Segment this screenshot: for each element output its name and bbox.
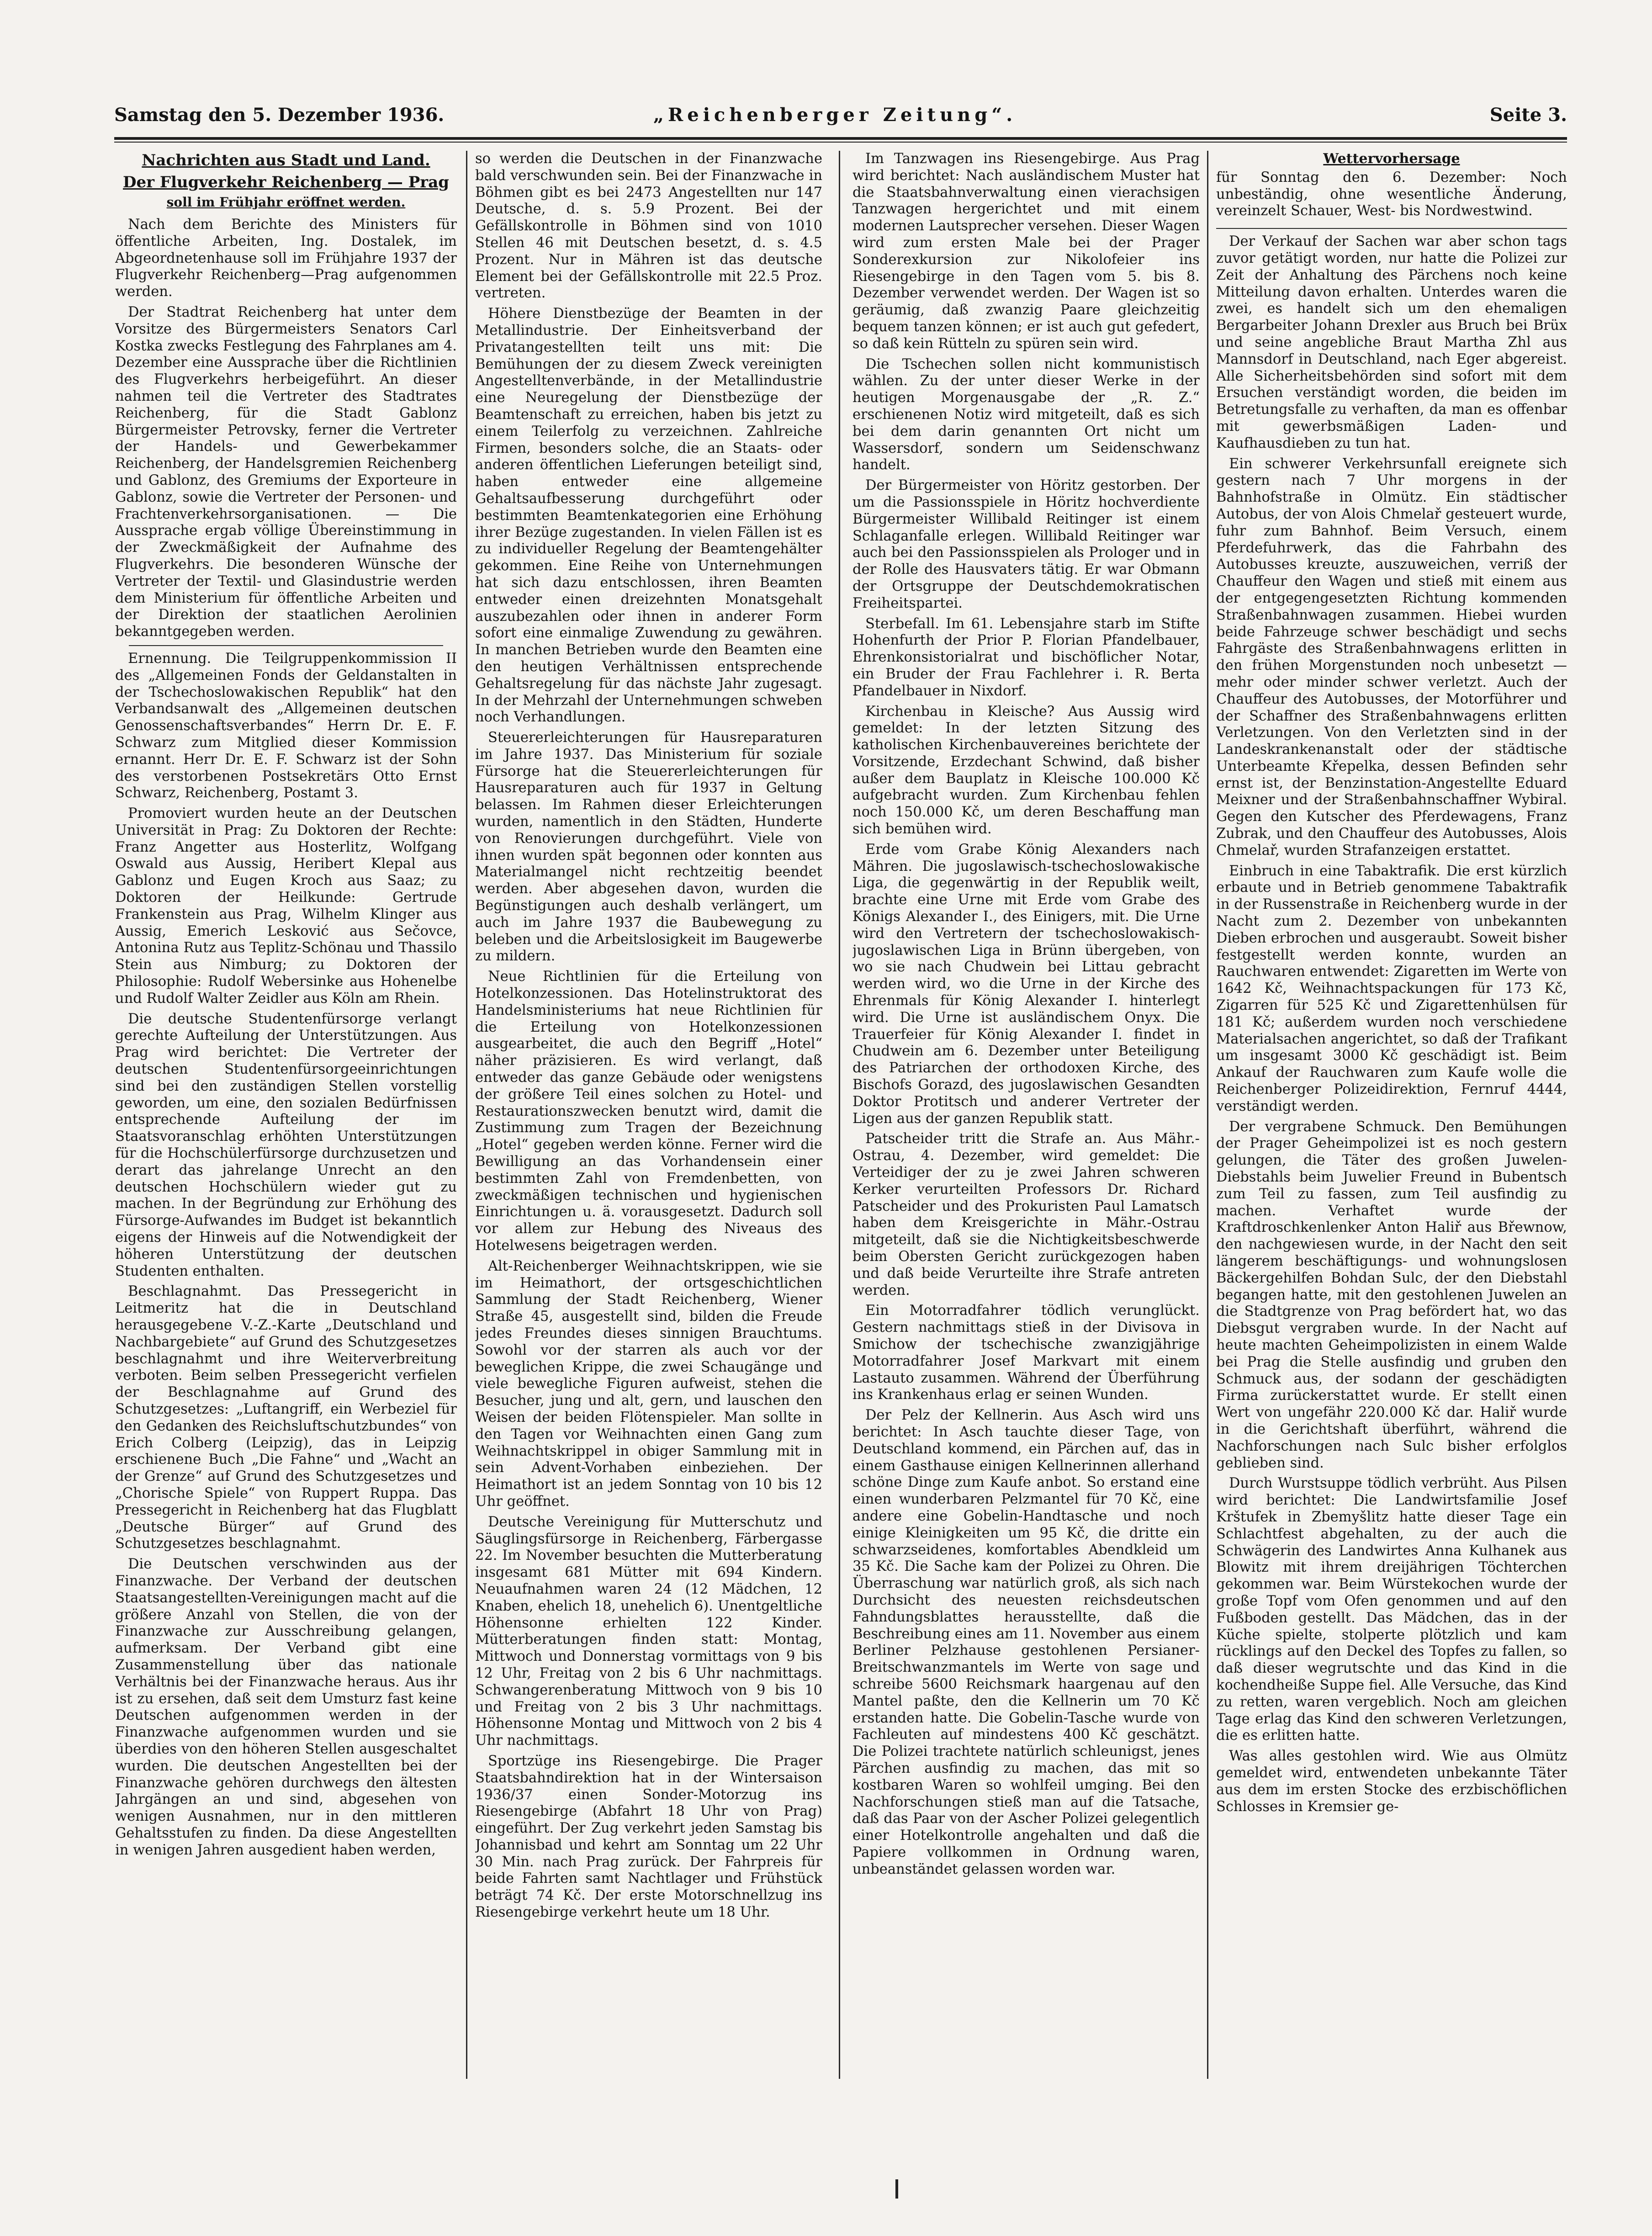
news-item: Alt-Reichenberger Weihnachtskrippen, wie sie im Heimathort, der ortsgeschichtlichen Sammlung der Stadt Reichenberg, Wiener Straße 45, ausgestellt sind, bilden die Freude jedes Freundes dieses sinnigen Brauchtums. Sowohl vor der starren als auch vor der beweglichen Krippe, die zwei Schaugänge und viele bewegliche Figuren aufweist, stehen die Besucher, jung und alt, gern, und lauschen den Weisen der beiden Flötenspieler. Man sollte in den Tagen vor Weihnachten einen Gang zum Weihnachtskrippel in obiger Sammlung mit in sein Advent-Vorhaben einbeziehen. Der Heimathort ist an jedem Sonntag von 10 bis 12 Uhr geöffnet.	[475, 1258, 822, 1510]
column-2	[475, 151, 822, 2083]
news-item: Ernennung. Die Teilgruppenkommission II des „Allgemeinen Fonds der Geldanstalten in der Tschechoslowakischen Republik“ hat den Verbandsanwalt des „Allgemeinen deutschen Genossenschaftsverbandes“ Herrn Dr. E. F. Schwarz zum Mitglied dieser Kommission ernannt. Herr Dr. E. F. Schwarz ist der Sohn des verstorbenen Postsekretärs Otto Ernst Schwarz, Reichenberg, Postamt 3.	[115, 650, 457, 801]
news-item: Neue Richtlinien für die Erteilung von Hotelkonzessionen. Das Hotelinstruktorat des Handelsministeriums hat neue Richtlinien für die Erteilung von Hotelkonzessionen ausgearbeitet, die auch den Begriff „Hotel“ näher präzisieren. Es wird verlangt, daß entweder das ganze Gebäude oder wenigstens der größere Teil eines solchen zu Hotel- und Restaurationszwecken benutzt wird, damit die Zustimmung zum Tragen der Bezeichnung „Hotel“ gegeben werden könne. Ferner wird die Bewilligung an das Vorhandensein einer bestimmten Zahl von Fremdenbetten, von zweckmäßigen technischen und hygienischen Einrichtungen u. ä. vorausgesetzt. Dadurch soll vor allem zur Hebung des Niveaus des Hotelwesens beigetragen werden.	[475, 969, 822, 1254]
article-headline: Der Flugverkehr Reichenberg — Prag	[123, 173, 449, 191]
header-newspaper-title: „Reichenberger Zeitung“.	[653, 104, 1017, 126]
news-item: Patscheider tritt die Strafe an. Aus Mähr.-Ostrau, 4. Dezember, wird gemeldet: Die Verteidiger der zu je zwei Jahren schweren Kerker verurteilten Professors Dr. Richard Patscheider und des Prokuristen Paul Lamatsch haben dem Kreisgerichte in Mähr.-Ostrau mitgeteilt, daß sie die Nichtigkeitsbeschwerde beim Obersten Gericht zurückgezogen haben und daß beide Verurteilte ihre Strafe antreten werden.	[852, 1131, 1200, 1298]
weather-title: Wettervorhersage	[1323, 151, 1460, 167]
news-item: Die Tschechen sollen nicht kommunistisch wählen. Zu der unter dieser Werke in der heutigen Morgenausgabe der „R. Z.“ erschienenen Notiz wird mitgeteilt, daß es sich bei dem darin genannten Ort nicht um Wassersdorf, sondern um Seidenschwanz handelt.	[852, 356, 1200, 473]
news-item: Sterbefall. Im 61. Lebensjahre starb im Stifte Hohenfurth der Prior P. Florian Pfandelbauer, Ehrenkonsistorialrat und bischöflicher Notar, ein Bruder der Frau Fachlehrer i. R. Berta Pfandelbauer in Nixdorf.	[852, 615, 1200, 699]
weather-forecast-box	[1216, 151, 1567, 229]
news-item: Sportzüge ins Riesengebirge. Die Prager Staatsbahndirektion hat in der Wintersaison 1936/37 einen Sonder-Motorzug ins Riesengebirge (Abfahrt 18 Uhr von Prag) eingeführt. Der Zug verkehrt jeden Samstag bis Johannisbad und kehrt am Sonntag um 22 Uhr 30 Min. nach Prag zurück. Der Fahrpreis für beide Fahrten samt Nachtlager und Frühstück beträgt 74 Kč. Der erste Motorschnellzug ins Riesengebirge verkehrt heute um 18 Uhr.	[475, 1753, 822, 1921]
header-page-number: Seite 3.	[1489, 104, 1567, 126]
column-divider	[466, 151, 467, 2079]
news-item: Die Deutschen verschwinden aus der Finanzwache. Der Verband der deutschen Staatsangestellten-Vereinigungen macht auf die größere Anzahl von Stellen, die von der Finanzwache zur Ausschreibung gelangen, aufmerksam. Der Verband gibt eine Zusammenstellung über das nationale Verhältnis bei der Finanzwache heraus. Aus ihr ist zu ersehen, daß seit dem Umsturz fast keine Deutschen aufgenommen werden in der Finanzwache aufgenommen wurden und sie überdies von den höheren Stellen ausgeschaltet wurden. Die deutschen Angestellten bei der Finanzwache gehören durchwegs den ältesten Jahrgängen an und sind, abgesehen von wenigen Ausnahmen, nur in den mittleren Gehaltsstufen zu finden. Da diese Angestellten in wenigen Jahren ausgedient haben werden,	[115, 1556, 457, 1858]
column-4	[1216, 151, 1567, 2083]
news-item: Beschlagnahmt. Das Pressegericht in Leitmeritz hat die in Deutschland herausgegebene V.-Z.-Karte „Deutschland und Nachbargebiete“ auf Grund des Schutzgesetzes beschlagnahmt und ihre Weiterverbreitung verboten. Beim selben Pressegericht verfielen der Beschlagnahme auf Grund des Schutzgesetzes: „Luftangriff, ein Werbeziel für den Gedanken des Reichsluftschutzbundes“ von Erich Colberg (Leipzig), das in Leipzig erschienene Buch „Die Fahne“ und „Wacht an der Grenze“ auf Grund des Schutzgesetzes und „Chorische Spiele“ von Ruppert Ruppa. Das Pressegericht in Reichenberg hat das Flugblatt „Deutsche Bürger“ auf Grund des Schutzgesetzes beschlagnahmt.	[115, 1283, 457, 1552]
column-3	[852, 151, 1200, 2083]
section-heading: Nachrichten aus Stadt und Land.	[142, 151, 430, 170]
footer-mark	[895, 2179, 898, 2199]
news-item: Promoviert wurden heute an der Deutschen Universität in Prag: Zu Doktoren der Rechte: Franz Angetter aus Hosterlitz, Wolfgang Oswald aus Aussig, Heribert Klepal aus Gablonz und Eugen Kroch aus Saaz; zu Doktoren der Heilkunde: Gertrude Frankenstein aus Prag, Wilhelm Klinger aus Aussig, Emerich Lesković aus Sečovce, Antonina Rutz aus Teplitz-Schönau und Thassilo Stein aus Nimburg; zu Doktoren der Philosophie: Rudolf Webersinke aus Hohenelbe und Rudolf Walter Zeidler aus Köln am Rhein.	[115, 805, 457, 1007]
weather-text: für Sonntag den 6. Dezember: Noch unbeständig, ohne wesentliche Änderung, vereinzelt Schauer, West- bis Nordwestwind.	[1216, 169, 1567, 219]
news-item: Der Verkauf der Sachen war aber schon tags zuvor getätigt worden, nur hatte die Polizei zur Zeit der Anhaltung des Pärchens noch keine Mitteilung davon erhalten. Unterdes waren die zwei, es handelt sich um den ehemaligen Bergarbeiter Johann Drexler aus Bruch bei Brüx und seine angebliche Braut Martha Zhl aus Mannsdorf in Deutschland, nach Eger abgereist. Alle Sicherheitsbehörden sind sofort mit dem Ersuchen verständigt worden, die beiden im Betretungsfalle zu verhaften, da man es offenbar mit gewerbsmäßigen Laden- und Kaufhausdieben zu tun hat.	[1216, 233, 1567, 451]
news-item: Durch Wurstsuppe tödlich verbrüht. Aus Pilsen wird berichtet: Die Landwirtsfamilie Josef Krštufek in Zbemyšlitz hatte dieser Tage ein Schlachtfest abgehalten, zu der auch die Schwägerin des Landwirtes Anna Kulhanek aus Blowitz mit ihrem dreijährigen Töchterchen gekommen war. Beim Würstekochen wurde der große Topf vom Ofen genommen und auf den Fußboden gestellt. Das Mädchen, das in der Küche spielte, stolperte plötzlich und kam rücklings auf den Deckel des Topfes zu fallen, so daß dieser wegrutschte und das Kind in die kochendheiße Suppe fiel. Alle Versuche, das Kind zu retten, waren vergeblich. Noch am gleichen Tage erlag das Kind den schweren Verletzungen, die es erlitten hatte.	[1216, 1475, 1567, 1744]
news-item: Der Bürgermeister von Höritz gestorben. Der um die Passionsspiele in Höritz hochverdiente Bürgermeister Willibald Reitinger ist einem Schlaganfalle erlegen. Willibald Reitinger war auch bei den Passionsspielen als Prologer und in der Rolle des Hausvaters tätig. Er war Obmann der Ortsgruppe der Deutschdemokratischen Freiheitspartei.	[852, 477, 1200, 611]
news-item: Ein Motorradfahrer tödlich verunglückt. Gestern nachmittags stieß in der Divisova in Smichow der tschechische zwanzigjährige Motorradfahrer Josef Markvart mit einem Lastauto zusammen. Während der Überführung ins Krankenhaus erlag er seinen Wunden.	[852, 1303, 1200, 1403]
article-separator	[129, 645, 443, 646]
news-item: Der vergrabene Schmuck. Den Bemühungen der Prager Geheimpolizei ist es noch gestern gelungen, die Täter des großen Juwelen-Diebstahls beim Juwelier Freund in Bubentsch zum Teil zu fassen, zum Teil ausfindig zu machen. Verhaftet wurde der Kraftdroschkenlenker Anton Haliř aus Břewnow, den nachgewiesen wurde, in der Nacht den seit längerem beschäftigungs- und wohnungslosen Bäckergehilfen Bohdan Sulc, der den Diebstahl begangen hatte, mit den gestohlenen Juwelen an die Stadtgrenze von Prag befördert hat, wo das Diebsgut vergraben wurde. In der Nacht auf heute machten Geheimpolizisten in einem Walde bei Prag die Stelle ausfindig und gruben den Schmuck aus, der sodann der geschädigten Firma zurückerstattet wurde. Er stellt einen Wert von ungefähr 220.000 Kč dar. Haliř wurde in die Gerichtshaft überführt, während die Nachforschungen nach Sulc bisher erfolglos geblieben sind.	[1216, 1118, 1567, 1471]
news-item: Deutsche Vereinigung für Mutterschutz und Säuglingsfürsorge in Reichenberg, Färbergasse 22. Im November besuchten die Mutterberatung insgesamt 681 Mütter mit 694 Kindern. Neuaufnahmen waren 24 (12 Mädchen, 12 Knaben, ehelich 18, unehelich 6). Unentgeltliche Höhensonne erhielten 122 Kinder. Mütterberatungen finden statt: Montag, Mittwoch und Donnerstag vormittags von 9 bis 12 Uhr, Freitag von 2 bis 6 Uhr nachmittags. Schwangerenberatung Mittwoch von 9 bis 10 und Freitag von 2 bis 3 Uhr nachmittags. Höhensonne Montag und Mittwoch von 2 bis 4 Uhr nachmittags.	[475, 1514, 822, 1749]
header-rule-thin	[114, 142, 1567, 143]
column-1	[115, 151, 457, 2083]
news-item: Was alles gestohlen wird. Wie aus Olmütz gemeldet wird, entwendeten unbekannte Täter aus dem im ersten Stocke des erzbischöflichen Schlosses in Kremsier ge-	[1216, 1748, 1567, 1815]
news-item: Kirchenbau in Kleische? Aus Aussig wird gemeldet: In der letzten Sitzung des katholischen Kirchenbauvereines berichtete der Vorsitzende, Erzdechant Schwind, daß bisher außer dem Bauplatz in Kleische 100.000 Kč aufgebracht wurden. Zum Kirchenbau fehlen noch 150.000 Kč, um deren Beschaffung man sich bemühen wird.	[852, 703, 1200, 837]
news-item: Ein schwerer Verkehrsunfall ereignete sich gestern nach 7 Uhr morgens in der Bahnhofstraße in Olmütz. Ein städtischer Autobus, der von Alois Chmelař gesteuert wurde, fuhr zum Bahnhof. Beim Versuch, einem Pferdefuhrwerk, das die Fahrbahn des Autobusses kreuzte, auszuweichen, verriß der Chauffeur den Wagen und stieß mit einem aus der entgegengesetzten Richtung kommenden Straßenbahnwagen zusammen. Hiebei wurden beide Fahrzeuge schwer beschädigt und sechs Fahrgäste des Straßenbahnwagens erlitten in den frühen Morgenstunden noch unbesetzt — mehr oder minder schwer verletzt. Auch der Chauffeur des Autobusses, der Motorführer und der Schaffner des Straßenbahnwagens erlitten Verletzungen. Von den Verletzten sind in der Landeskrankenanstalt oder der städtische Unterbeamte Křepelka, dessen Befinden sehr ernst ist, der Benzinstation-Angestellte Eduard Meixner und der Straßenbahnschaffner Wybiral. Gegen den Kutscher des Pferdewagens, Franz Zubrak, und den Chauffeur des Autobusses, Alois Chmelař, wurden Strafanzeigen erstattet.	[1216, 456, 1567, 858]
header-rule	[114, 137, 1567, 140]
column-divider	[1207, 151, 1208, 2079]
column-divider	[839, 151, 840, 2079]
header-date: Samstag den 5. Dezember 1936.	[114, 104, 445, 126]
news-item: Einbruch in eine Tabaktrafik. Die erst kürzlich erbaute und in Betrieb genommene Tabaktrafik in der Russenstraße in Reichenberg wurde in der Nacht zum 2. Dezember von unbekannten Dieben erbrochen und ausgeraubt. Soweit bisher festgestellt werden konnte, wurden an Rauchwaren entwendet: Zigaretten im Werte von 1642 Kč, Weihnachtspackungen für 173 Kč, Zigarren für 525 Kč und Zigarettenhülsen für 181 Kč; außerdem wurden noch verschiedene Materialsachen angerichtet, so daß der Trafikant um insgesamt 3000 Kč geschädigt ist. Beim Ankauf der Rauchwaren zum Kaufe wolle die Reichenberger Polizeidirektion, Fernruf 4444, verständigt werden.	[1216, 863, 1567, 1114]
article-subheadline: soll im Frühjahr eröffnet werden.	[166, 195, 406, 210]
news-item: Die deutsche Studentenfürsorge verlangt gerechte Aufteilung der Unterstützungen. Aus Prag wird berichtet: Die Vertreter der deutschen Studentenfürsorgeeinrichtungen sind bei den zuständigen Stellen vorstellig geworden, um eine, den sozialen Bedürfnissen entsprechende Aufteilung der im Staatsvoranschlag erhöhten Unterstützungen für die Hochschülerfürsorge durchzusetzen und derart das jahrelange Unrecht an den deutschen Hochschülern wieder gut zu machen. In der Begründung zur Erhöhung des Fürsorge-Aufwandes im Budget ist bekanntlich eigens der Hinweis auf die Notwendigkeit der höheren Unterstützung der deutschen Studenten enthalten.	[115, 1011, 457, 1279]
article-paragraph: Der Stadtrat Reichenberg hat unter dem Vorsitze des Bürgermeisters Senators Carl Kostka zwecks Festlegung des Fahrplanes am 4. Dezember eine Aussprache über die Richtlinien des Flugverkehrs herbeigeführt. An dieser nahmen teil die Vertreter des Stadtrates Reichenberg, für die Stadt Gablonz Bürgermeister Petrovsky, ferner die Vertreter der Handels- und Gewerbekammer Reichenberg, der Handelsgremien Reichenberg und Gablonz, des Gremiums der Exporteure in Gablonz, sowie die Vertreter der Personen- und Frachtenverkehrsorganisationen. — Die Aussprache ergab völlige Übereinstimmung in der Zweckmäßigkeit der Aufnahme des Flugverkehrs. Die besonderen Wünsche der Vertreter der Textil- und Glasindustrie werden dem Ministerium für öffentliche Arbeiten und der Direktion der staatlichen Aerolinien bekanntgegeben werden.	[115, 304, 457, 640]
news-item: Höhere Dienstbezüge der Beamten in der Metallindustrie. Der Einheitsverband der Privatangestellten teilt uns mit: Die Bemühungen der zu diesem Zweck vereinigten Angestelltenverbände, in der Metallindustrie eine Neuregelung der Dienstbezüge der Beamtenschaft zu erreichen, haben bis jetzt zu einem Teilerfolg zu verzeichnen. Zahlreiche Firmen, besonders solche, die an Staats- oder anderen öffentlichen Lieferungen beteiligt sind, haben entweder eine allgemeine Gehaltsaufbesserung durchgeführt oder bestimmten Beamtenkategorien eine Erhöhung ihrer Bezüge zugestanden. In vielen Fällen ist es zu individueller Regelung der Beamtengehälter gekommen. Eine Reihe von Unternehmungen hat sich dazu entschlossen, ihren Beamten entweder einen dreizehnten Monatsgehalt auszubezahlen oder ihnen in anderer Form sofort eine einmalige Zuwendung zu gewähren. In manchen Betrieben wurde den Beamten eine den heutigen Verhältnissen entsprechende Gehaltsregelung für das nächste Jahr zugesagt. In der Mehrzahl der Unternehmungen schweben noch Verhandlungen.	[475, 306, 822, 726]
news-item: Der Pelz der Kellnerin. Aus Asch wird uns berichtet: In Asch tauchte dieser Tage, von Deutschland kommend, ein Pärchen auf, das in einem Gasthause einigen Kellnerinnen allerhand schöne Dinge zum Kaufe anbot. So erstand eine einen wunderbaren Pelzmantel für 70 Kč, eine andere eine Gobelin-Handtasche und noch einige Kleinigkeiten um 95 Kč, die dritte ein schwarzseidenes, komfortables Abendkleid um 35 Kč. Die Sache kam der Polizei zu Ohren. Die Überraschung war natürlich groß, als sich nach Durchsicht des neuesten reichsdeutschen Fahndungsblattes herausstellte, daß die Beschreibung eines am 11. November aus einem Berliner Pelzhause gestohlenen Persianer-Breitschwanzmantels im Werte von sage und schreibe 5600 Reichsmark haargenau auf den Mantel paßte, den die Kellnerin um 70 Kč erstanden hatte. Die Gobelin-Tasche wurde von Fachleuten auf mindestens 400 Kč geschätzt. Die Polizei trachtete natürlich schleunigst, jenes Pärchen ausfindig zu machen, das mit so kostbaren Waren so wohlfeil umging. Bei den Nachforschungen stieß man auf die Tatsache, daß das Paar von der Ascher Polizei gelegentlich einer Hotelkontrolle angehalten und daß die Papiere vollkommen in Ordnung waren, unbeanständet gelassen worden war.	[852, 1407, 1200, 1877]
article-paragraph: Nach dem Berichte des Ministers für öffentliche Arbeiten, Ing. Dostalek, im Abgeordnetenhause soll im Frühjahre 1937 der Flugverkehr Reichenberg—Prag aufgenommen werden.	[115, 217, 457, 300]
news-item: Im Tanzwagen ins Riesengebirge. Aus Prag wird berichtet: Nach ausländischem Muster hat die Staatsbahnverwaltung einen vierachsigen Tanzwagen hergerichtet und mit einem modernen Lautsprecher versehen. Dieser Wagen wird zum ersten Male bei der Prager Sonderexkursion zur Nikolofeier ins Riesengebirge in den Tagen vom 5. bis 8. Dezember verwendet werden. Der Wagen ist so geräumig, daß zwanzig Paare gleichzeitig bequem tanzen können; er ist auch gut gefedert, so daß kein Rütteln zu spüren sein wird.	[852, 151, 1200, 352]
news-item: Erde vom Grabe König Alexanders nach Mähren. Die jugoslawisch-tschechoslowakische Liga, die gegenwärtig in der Republik weilt, brachte eine Urne mit Erde vom Grabe des Königs Alexander I., des Einigers, mit. Die Urne wird den Vertretern der tschechoslowakisch-jugoslawischen Liga in Brünn übergeben, von wo sie nach Chudwein bei Littau gebracht werden wird, wo die Urne in der Kirche des Ehrenmals für König Alexander I. hinterlegt wird. Die Urne ist ausländischem Onyx. Die Trauerfeier für König Alexander I. findet in Chudwein am 6. Dezember unter Beteiligung des Patriarchen der orthodoxen Kirche, des Bischofs Gorazd, des jugoslawischen Gesandten Doktor Protitsch und anderer Vertreter der Ligen aus der ganzen Republik statt.	[852, 841, 1200, 1127]
news-item: so werden die Deutschen in der Finanzwache bald verschwunden sein. Bei der Finanzwache in Böhmen gibt es bei 2473 Angestellten nur 147 Deutsche, d. s. 5.9 Prozent. Bei der Gefällskontrolle in Böhmen sind von 1010 Stellen 46 mit Deutschen besetzt, d. s. 4.5 Prozent. Nur in Mähren ist das deutsche Element bei der Gefällskontrolle mit 22.5 Proz. vertreten.	[475, 151, 822, 302]
page-header	[114, 104, 1567, 137]
news-item: Steuererleichterungen für Hausreparaturen im Jahre 1937. Das Ministerium für soziale Fürsorge hat die Steuererleichterungen für Hausreparaturen auch für 1937 in Geltung belassen. Im Rahmen dieser Erleichterungen wurden, namentlich in den Städten, Hunderte von Renovierungen durchgeführt. Viele von ihnen wurden spät begonnen oder konnten aus Materialmangel nicht rechtzeitig beendet werden. Aber abgesehen davon, wurden die Begünstigungen auch deshalb verlängert, um auch im Jahre 1937 die Baubewegung zu beleben und die Arbeitslosigkeit im Baugewerbe zu mildern.	[475, 730, 822, 964]
